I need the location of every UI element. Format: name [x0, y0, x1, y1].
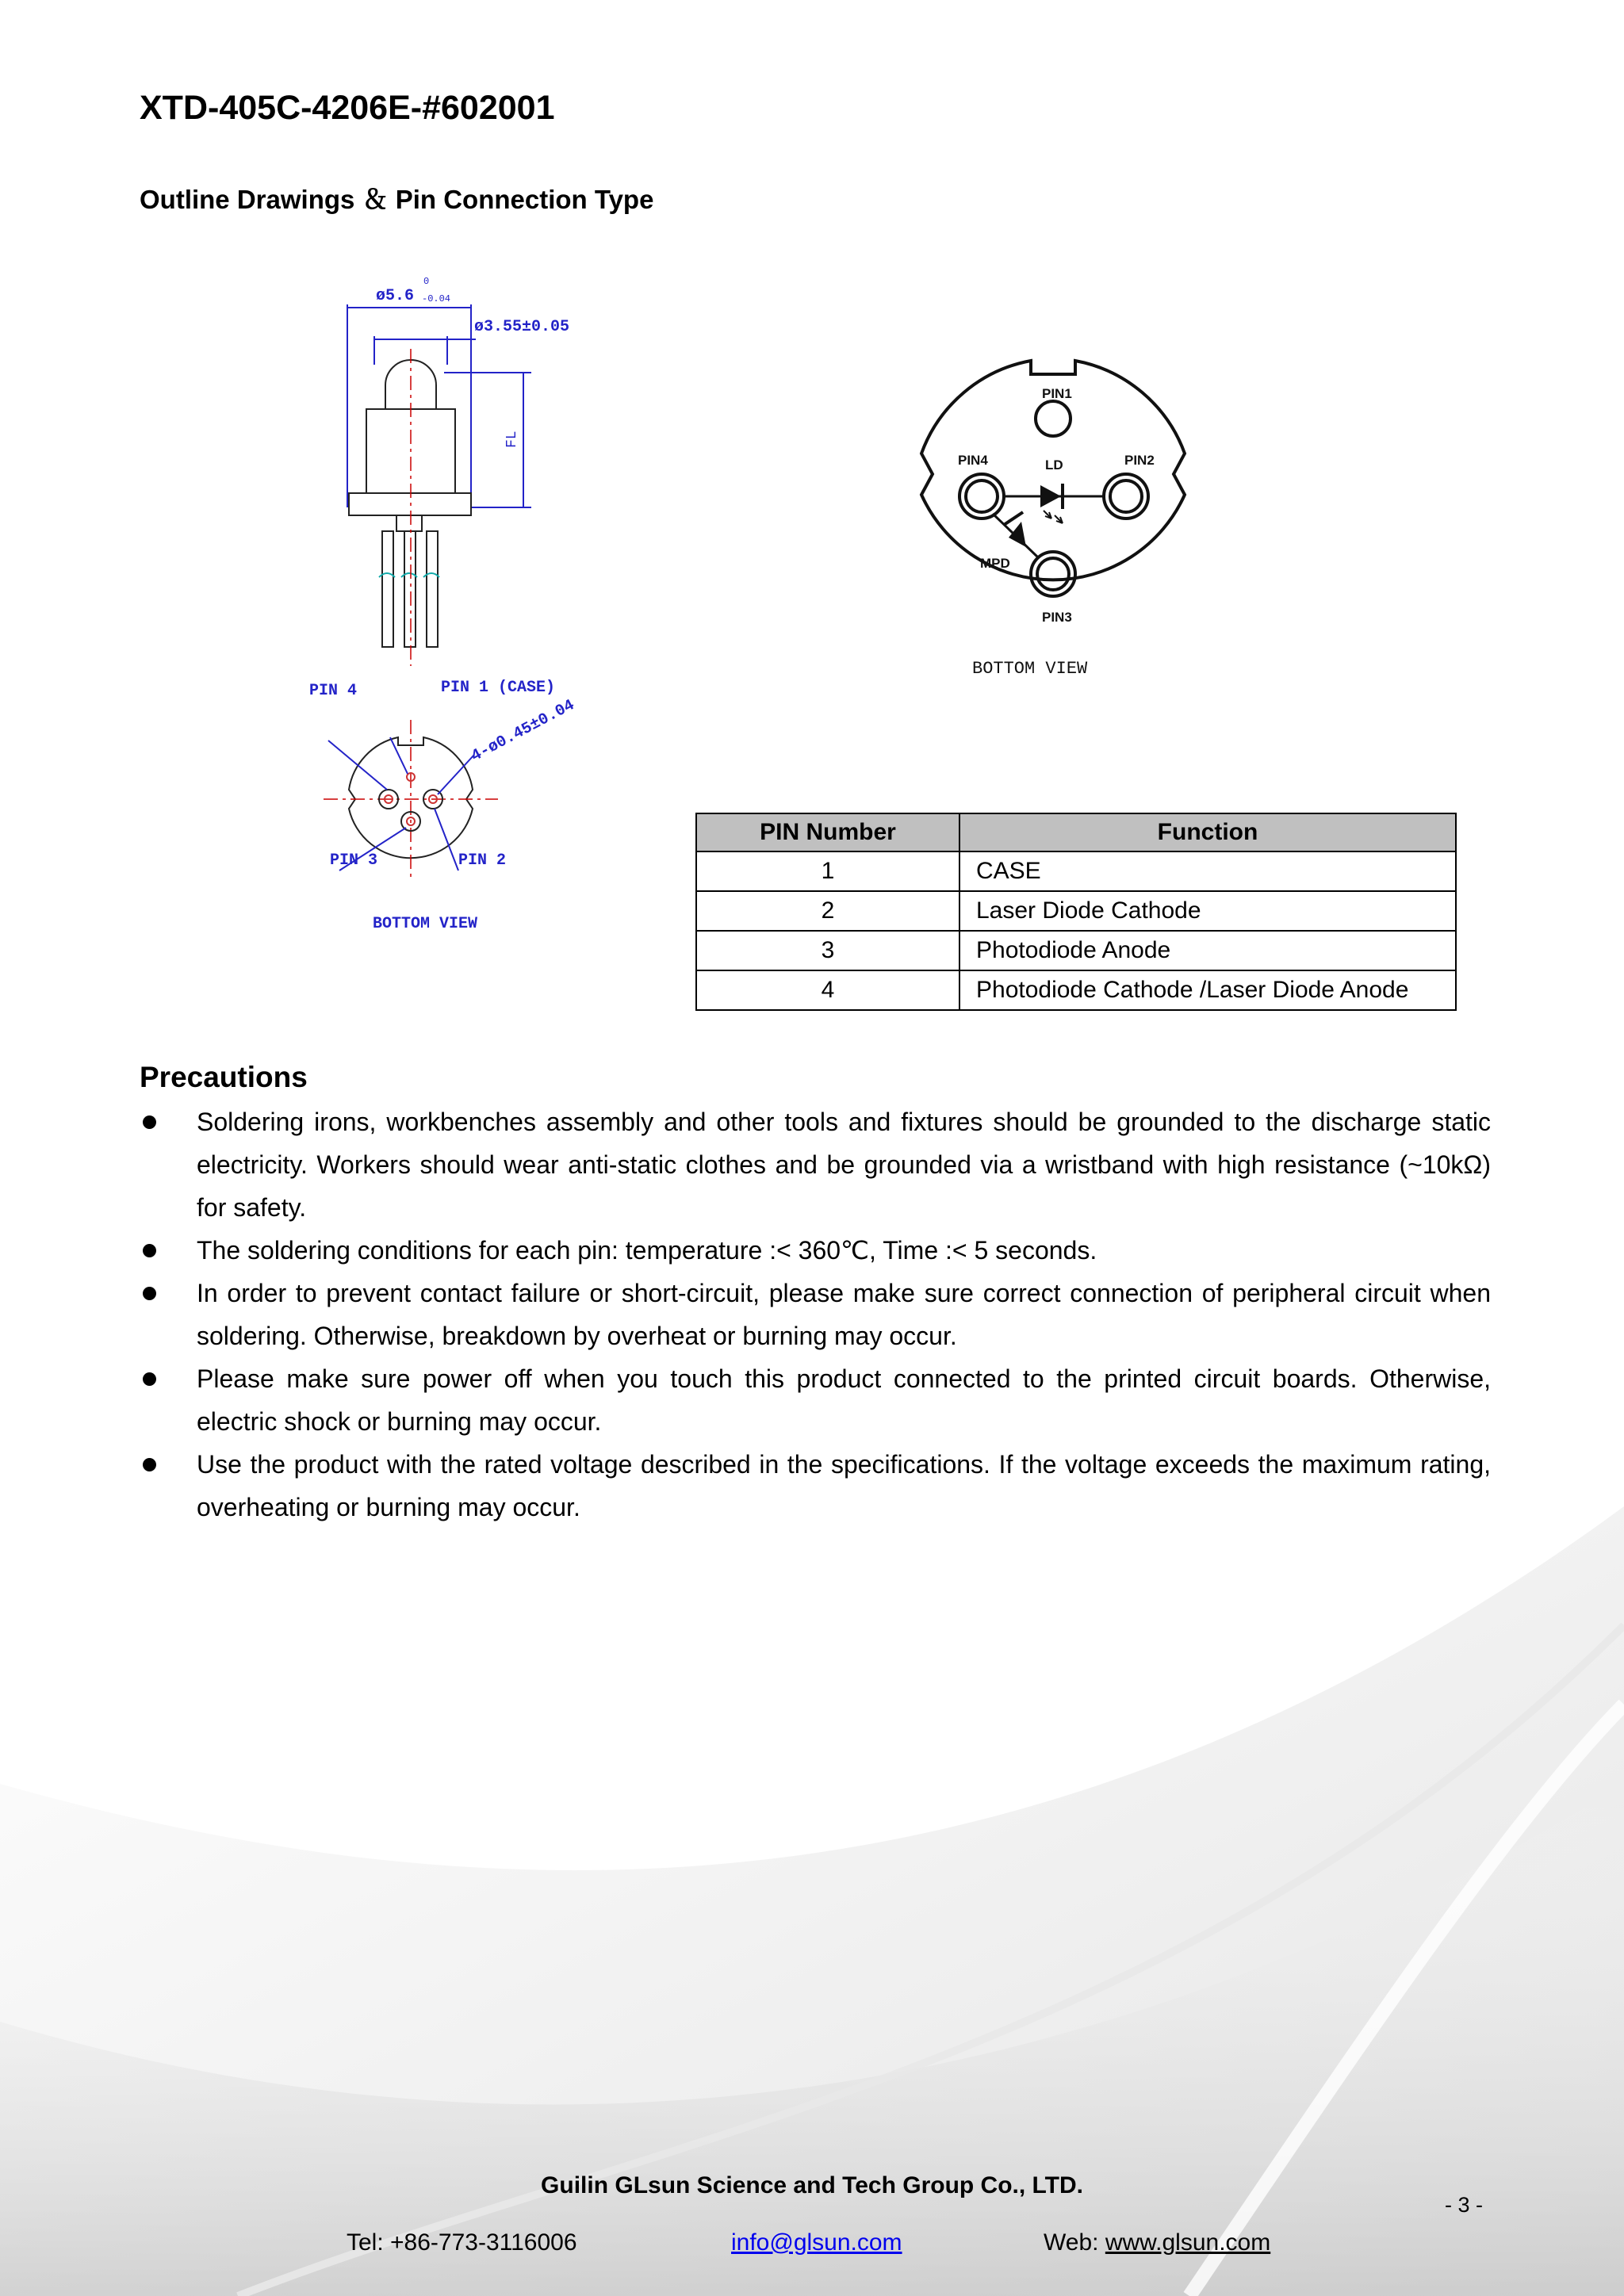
table-header-pin-number: PIN Number — [696, 813, 959, 851]
pin-schematic — [896, 349, 1213, 690]
pin-number-cell: 3 — [696, 931, 959, 970]
pin-function-cell: Photodiode Cathode /Laser Diode Anode — [959, 970, 1456, 1010]
table-row — [696, 970, 1456, 1010]
dim-outer-tol-upper: 0 — [423, 276, 430, 287]
dim-outer-label: ø5.6 — [376, 287, 415, 305]
section-title: Outline Drawings ＆ Pin Connection Type — [140, 185, 654, 214]
precaution-text: Soldering irons, workbenches assembly and other tools and fixtures should be grounded to the discharge static electricity. Workers should wear anti-static clothes and be grounded via a wristband with high resistance (~10kΩ) for safety. — [197, 1108, 1491, 1222]
outline-bottom-view-label: BOTTOM VIEW — [373, 915, 478, 933]
pin-function-cell: CASE — [959, 851, 1456, 891]
schematic-pin4-label: PIN4 — [958, 453, 988, 468]
pin2-label: PIN 2 — [458, 851, 507, 870]
table-header-row — [696, 813, 1456, 851]
dim-fl-label: FL — [504, 430, 520, 448]
bullet-icon — [143, 1287, 156, 1300]
precaution-text: In order to prevent contact failure or short-circuit, please make sure correct connection of peripheral circuit when soldering. Otherwise, breakdown by overheat or burning may occur. — [197, 1279, 1491, 1350]
list-item — [140, 1100, 1491, 1229]
precaution-text: The soldering conditions for each pin: temperature :< 360℃, Time :< 5 seconds. — [197, 1236, 1097, 1265]
footer-email-link[interactable]: info@glsun.com — [731, 2229, 902, 2256]
schematic-pin1-label: PIN1 — [1042, 386, 1072, 401]
pin-number-cell: 4 — [696, 970, 959, 1010]
footer-telephone: Tel: +86-773-3116006 — [347, 2229, 577, 2256]
pin-diameter-label: 4-ø0.45±0.04 — [468, 696, 578, 767]
list-item — [140, 1443, 1491, 1529]
schematic-bottom-view-label: BOTTOM VIEW — [972, 659, 1088, 679]
pin-function-table — [695, 813, 1457, 1011]
precautions-title: Precautions — [140, 1061, 308, 1093]
table-row — [696, 931, 1456, 970]
schematic-ld-label: LD — [1045, 457, 1063, 473]
outline-drawing — [293, 270, 611, 951]
list-item — [140, 1272, 1491, 1357]
schematic-pin3-label: PIN3 — [1042, 610, 1072, 625]
pin-function-cell: Photodiode Anode — [959, 931, 1456, 970]
schematic-mpd-label: MPD — [980, 556, 1010, 571]
list-item — [140, 1229, 1491, 1272]
bullet-icon — [143, 1372, 156, 1386]
bullet-icon — [143, 1115, 156, 1129]
pin3-label: PIN 3 — [330, 851, 378, 870]
dim-outer-tol-lower: -0.04 — [422, 293, 451, 304]
page-number: - 3 - — [1445, 2193, 1484, 2217]
bullet-icon — [143, 1244, 156, 1257]
list-item — [140, 1357, 1491, 1443]
table-row — [696, 891, 1456, 931]
table-header-function: Function — [959, 813, 1456, 851]
dim-inner-label: ø3.55±0.05 — [474, 318, 570, 336]
document-title: XTD-405C-4206E-#602001 — [140, 89, 555, 127]
pin-function-cell: Laser Diode Cathode — [959, 891, 1456, 931]
precaution-text: Please make sure power off when you touch this product connected to the printed circuit boards. Otherwise, electric shock or burning may occur. — [197, 1364, 1491, 1436]
precaution-text: Use the product with the rated voltage described in the specifications. If the voltage exceeds the maximum rating, overheating or burning may occur. — [197, 1450, 1491, 1521]
pin1-label: PIN 1 (CASE) — [441, 679, 556, 697]
footer-website — [1044, 2229, 1270, 2256]
bullet-icon — [143, 1458, 156, 1471]
pin-number-cell: 1 — [696, 851, 959, 891]
precautions-list — [140, 1100, 1491, 1529]
pin4-label: PIN 4 — [309, 682, 358, 700]
footer-web-link[interactable]: www.glsun.com — [1105, 2229, 1271, 2256]
footer-web-label: Web: — [1044, 2229, 1105, 2256]
pin-number-cell: 2 — [696, 891, 959, 931]
schematic-pin2-label: PIN2 — [1124, 453, 1155, 468]
footer-company-name: Guilin GLsun Science and Tech Group Co., LTD. — [541, 2172, 1083, 2198]
table-row — [696, 851, 1456, 891]
